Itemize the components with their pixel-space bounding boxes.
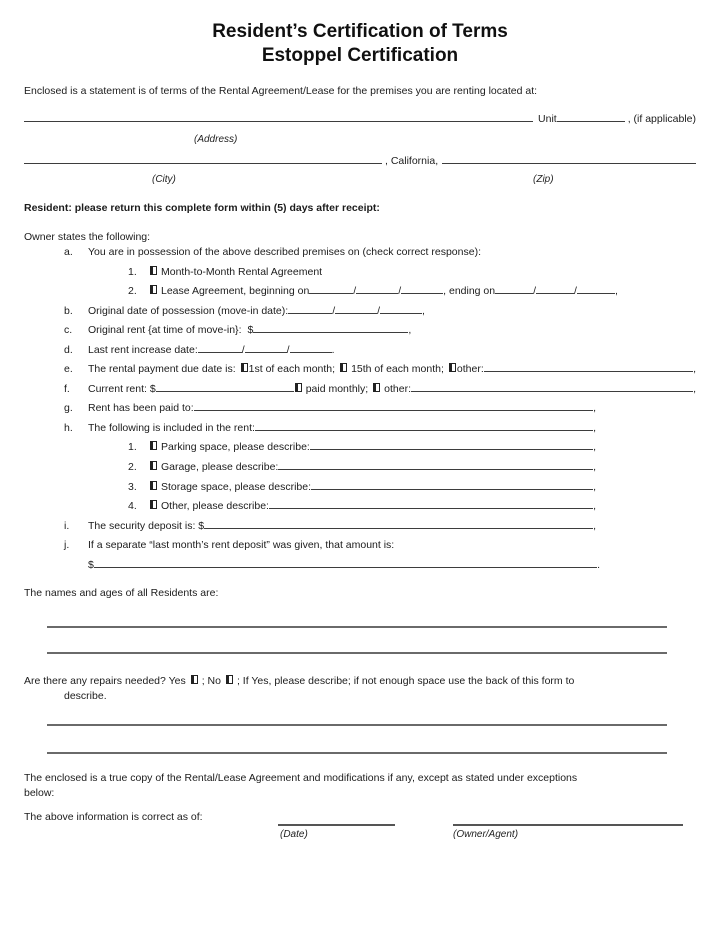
item-a2-marker: 2. <box>128 285 137 298</box>
comma: , <box>593 461 596 474</box>
item-h-marker: h. <box>64 421 73 434</box>
slash: / <box>286 343 290 356</box>
storage-describe-input[interactable] <box>311 488 593 490</box>
parking-describe-input[interactable] <box>310 448 593 450</box>
item-h2-marker: 2. <box>128 461 137 474</box>
increase-month-input[interactable] <box>198 351 242 353</box>
item-f <box>24 383 696 403</box>
due-15th-checkbox[interactable] <box>340 363 347 372</box>
unit-label: Unit <box>538 113 557 125</box>
month-to-month-checkbox[interactable] <box>150 266 157 275</box>
due-1st-checkbox[interactable] <box>241 363 248 372</box>
owner-heading: Owner states the following: <box>24 231 151 243</box>
repairs-line-2-input[interactable] <box>47 752 667 754</box>
owner-signature-line[interactable] <box>453 824 683 826</box>
address-input[interactable] <box>24 120 533 122</box>
slash: / <box>574 285 577 298</box>
item-a1-marker: 1. <box>128 265 137 278</box>
owner-agent-caption: (Owner/Agent) <box>453 829 519 840</box>
item-h2 <box>24 461 696 481</box>
if-applicable-label: , (if applicable) <box>627 113 696 125</box>
item-a <box>24 246 696 266</box>
due-other-input[interactable] <box>484 370 693 372</box>
period: . <box>597 558 600 571</box>
item-b-marker: b. <box>64 304 73 317</box>
comma: , <box>593 421 596 434</box>
unit-input[interactable] <box>557 120 625 122</box>
item-g-marker: g. <box>64 402 73 415</box>
lease-end-month-input[interactable] <box>495 292 533 294</box>
item-h3-marker: 3. <box>128 480 137 493</box>
garage-describe-input[interactable] <box>278 468 593 470</box>
lease-end-day-input[interactable] <box>536 292 574 294</box>
movein-year-input[interactable] <box>380 312 422 314</box>
lease-begin-month-input[interactable] <box>309 292 353 294</box>
item-h3 <box>24 481 696 501</box>
item-h2-label: Garage, please describe: <box>161 461 279 474</box>
item-a-text: You are in possession of the above described premises on (check correct response): <box>88 246 481 258</box>
repairs-text-1: Are there any repairs needed? Yes <box>24 675 186 687</box>
address-row <box>24 113 696 125</box>
item-a-marker: a. <box>64 246 73 258</box>
increase-year-input[interactable] <box>290 351 332 353</box>
included-in-rent-input[interactable] <box>255 429 593 431</box>
movein-month-input[interactable] <box>288 312 332 314</box>
item-d <box>24 344 696 364</box>
item-d-marker: d. <box>64 343 73 356</box>
paid-other-checkbox[interactable] <box>373 383 380 392</box>
repairs-question <box>24 674 696 704</box>
closing-line1: The enclosed is a true copy of the Rental/Lease Agreement and modifications if any, except as stated under exceptions <box>24 772 578 784</box>
city-input[interactable] <box>24 162 382 164</box>
security-deposit-input[interactable] <box>204 527 593 529</box>
item-h4-label: Other, please describe: <box>161 500 269 513</box>
form-title-line2: Estoppel Certification <box>261 45 459 66</box>
lease-end-year-input[interactable] <box>577 292 615 294</box>
original-rent-input[interactable] <box>253 331 408 333</box>
comma: , <box>408 324 412 337</box>
other-describe-input[interactable] <box>269 507 593 509</box>
item-a2-text: Lease Agreement, beginning on <box>161 285 310 298</box>
comma: , <box>593 402 596 415</box>
other-included-checkbox[interactable] <box>150 500 157 509</box>
zip-input[interactable] <box>442 162 696 164</box>
lease-begin-day-input[interactable] <box>356 292 398 294</box>
item-i-text: The security deposit is: $ <box>88 519 205 532</box>
return-notice: Resident: please return this complete form within (5) days after receipt: <box>24 202 380 214</box>
last-month-deposit-input[interactable] <box>94 566 597 568</box>
item-h3-label: Storage space, please describe: <box>161 480 312 493</box>
residents-line-1-input[interactable] <box>47 626 667 628</box>
comma: , <box>593 441 596 454</box>
repairs-text-line2: describe. <box>64 690 107 702</box>
lease-agreement-checkbox[interactable] <box>150 285 157 294</box>
item-e-opt2: 15th of each month; <box>351 363 444 376</box>
item-j-amount-row <box>24 559 696 579</box>
item-f-text: Current rent: $ <box>88 382 156 395</box>
zip-caption: (Zip) <box>533 174 554 185</box>
item-i <box>24 520 696 540</box>
item-j <box>24 539 696 559</box>
item-b <box>24 305 696 325</box>
repairs-text-3: ; If Yes, please describe; if not enough space use the back of this form to <box>236 675 575 687</box>
intro-text: Enclosed is a statement is of terms of the Rental Agreement/Lease for the premises you are renting located at: <box>24 85 538 97</box>
date-caption: (Date) <box>280 829 308 840</box>
paid-other-input[interactable] <box>411 390 693 392</box>
item-h1-marker: 1. <box>128 441 137 454</box>
comma: , <box>593 480 596 493</box>
item-d-text: Last rent increase date: <box>88 343 198 356</box>
item-i-marker: i. <box>64 519 70 532</box>
garage-checkbox[interactable] <box>150 461 157 470</box>
date-signature-line[interactable] <box>278 824 395 826</box>
comma: , <box>593 500 596 513</box>
item-g-text: Rent has been paid to: <box>88 402 194 415</box>
item-a1-label: Month-to-Month Rental Agreement <box>161 265 323 278</box>
item-e-text: The rental payment due date is: <box>88 363 236 376</box>
rent-paid-to-input[interactable] <box>194 409 593 411</box>
slash: / <box>332 304 336 317</box>
slash: / <box>533 285 537 298</box>
item-f-marker: f. <box>64 382 70 395</box>
dollar-sign: $ <box>88 558 94 571</box>
item-c-text: Original rent {at time of move-in}: <box>88 324 242 337</box>
lease-begin-year-input[interactable] <box>401 292 443 294</box>
dollar-sign: $ <box>247 324 254 337</box>
owner-statements-list <box>24 246 696 578</box>
form-title-line1: Resident’s Certification of Terms <box>212 21 508 42</box>
closing-line2: below: <box>24 787 55 799</box>
comma: , <box>693 363 696 376</box>
address-caption: (Address) <box>194 134 238 145</box>
due-other-checkbox[interactable] <box>449 363 456 372</box>
comma: , <box>693 382 696 395</box>
item-e-opt3: other: <box>456 363 484 376</box>
item-h <box>24 422 696 442</box>
repairs-yes-checkbox[interactable] <box>191 675 198 684</box>
current-rent-input[interactable] <box>156 390 294 392</box>
storage-checkbox[interactable] <box>150 481 157 490</box>
item-e-opt1: 1st of each month; <box>248 363 336 376</box>
city-caption: (City) <box>152 174 176 185</box>
item-c <box>24 324 696 344</box>
repairs-no-checkbox[interactable] <box>226 675 233 684</box>
item-h4-marker: 4. <box>128 500 137 513</box>
paid-monthly-checkbox[interactable] <box>295 383 302 392</box>
item-f-mid1: paid monthly; <box>305 382 369 395</box>
item-a2 <box>24 285 696 305</box>
residents-heading: The names and ages of all Residents are: <box>24 587 219 599</box>
item-b-text: Original date of possession (move-in date): <box>88 304 289 317</box>
parking-checkbox[interactable] <box>150 441 157 450</box>
item-c-marker: c. <box>64 324 73 337</box>
slash: / <box>241 343 245 356</box>
residents-line-2-input[interactable] <box>47 652 667 654</box>
closing-statement <box>24 771 696 801</box>
increase-day-input[interactable] <box>245 351 287 353</box>
repairs-line-1-input[interactable] <box>47 724 667 726</box>
comma: , <box>614 285 618 298</box>
city-row <box>24 155 696 167</box>
item-a2-mid-text: , ending on <box>443 285 496 298</box>
item-j-marker: j. <box>64 539 70 552</box>
item-f-mid2: other: <box>384 382 412 395</box>
item-g <box>24 402 696 422</box>
item-h1 <box>24 441 696 461</box>
comma: , <box>422 304 425 317</box>
item-e-marker: e. <box>64 363 73 376</box>
item-e <box>24 363 696 383</box>
comma: , <box>593 519 596 532</box>
item-j-text: If a separate “last month’s rent deposit” was given, that amount is: <box>88 539 395 552</box>
form-title <box>24 20 696 68</box>
item-h4 <box>24 500 696 520</box>
signature-lead: The above information is correct as of: <box>24 811 203 823</box>
repairs-text-2: ; No <box>201 675 221 687</box>
slash: / <box>377 304 381 317</box>
movein-day-input[interactable] <box>335 312 377 314</box>
item-a1 <box>24 266 696 286</box>
period: . <box>331 343 335 356</box>
slash: / <box>398 285 402 298</box>
california-label: , California, <box>385 155 439 167</box>
slash: / <box>353 285 357 298</box>
item-h-text: The following is included in the rent: <box>88 421 255 434</box>
item-h1-label: Parking space, please describe: <box>161 441 310 454</box>
